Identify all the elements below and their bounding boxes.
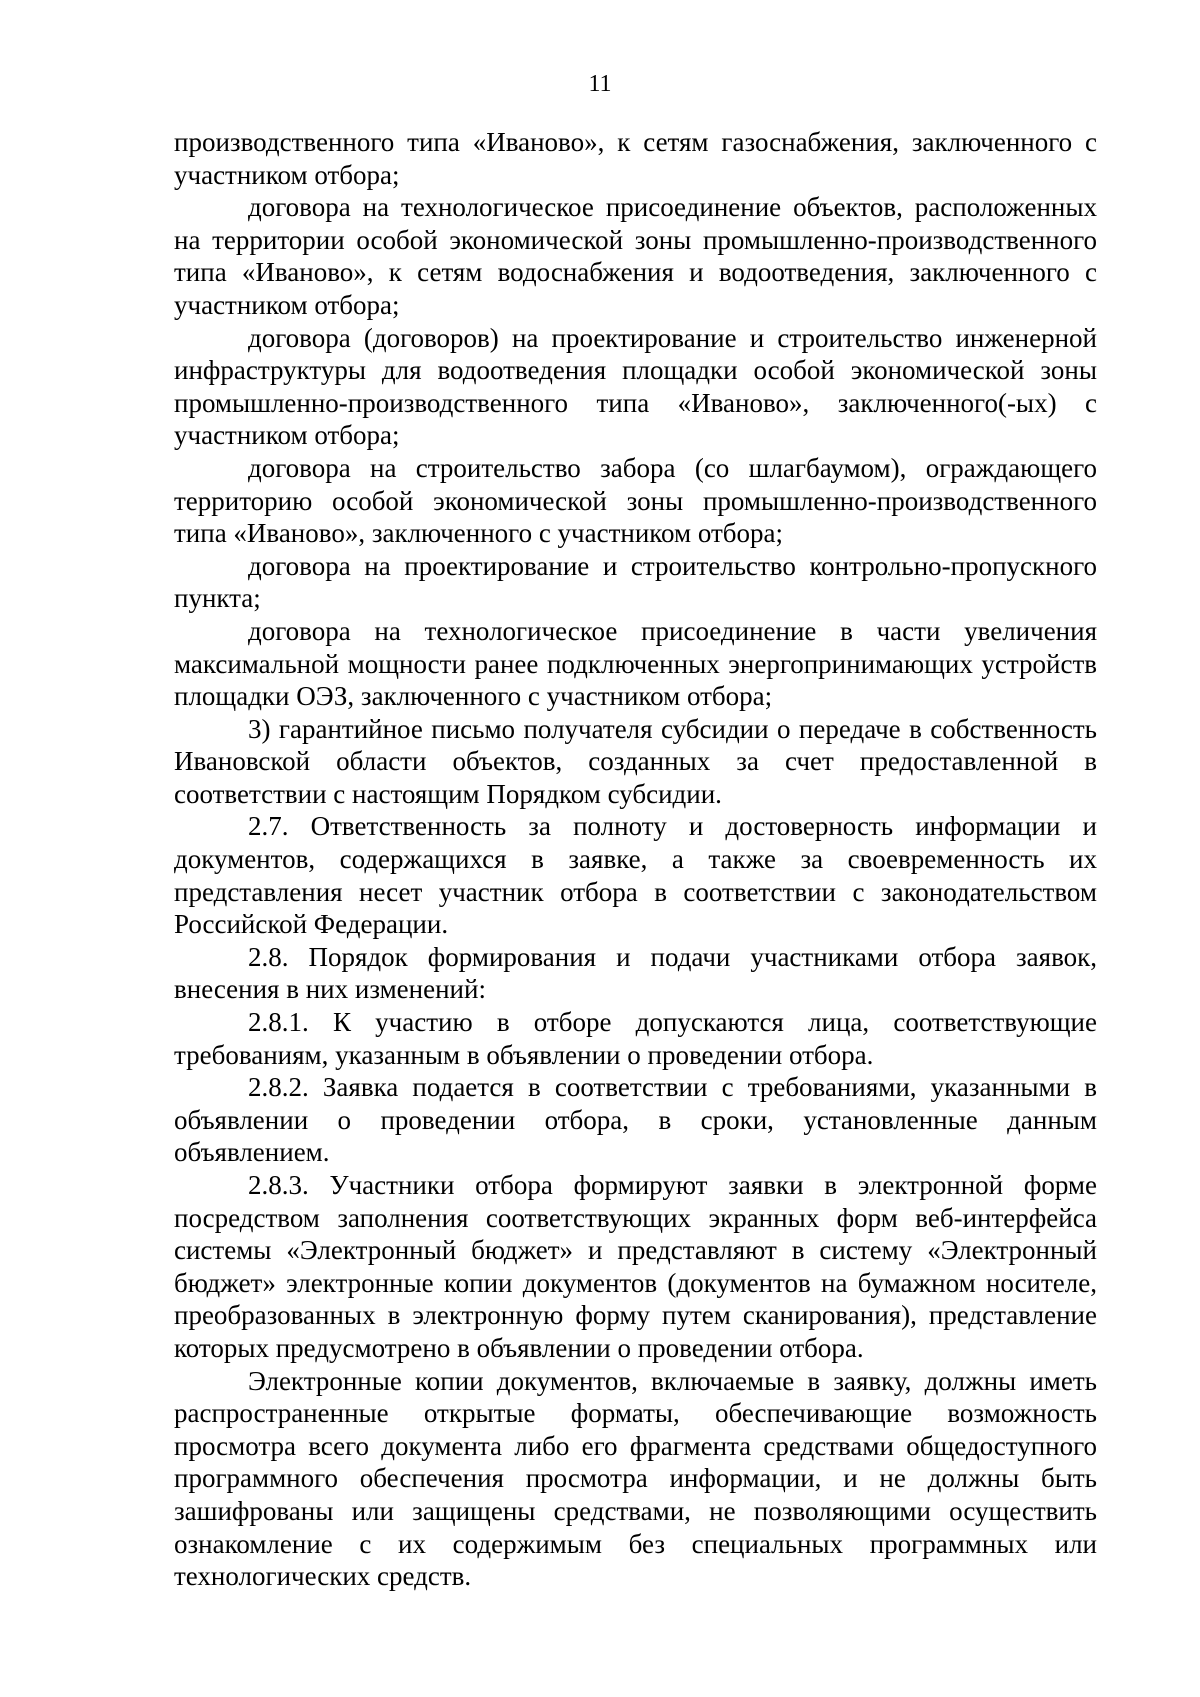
paragraph: 2.7. Ответственность за полноту и достоверность информации и документов, содержащихся в заявке, а также за своевременность их представления несет участник отбора в соответствии с законодательством Российской Федерации. [174,811,1097,940]
paragraph: 3) гарантийное письмо получателя субсидии о передаче в собственность Ивановской области объектов, созданных за счет предоставленной в соответствии с настоящим Порядком субсидии. [174,713,1097,809]
paragraph: договора на технологическое присоединение в части увеличения максимальной мощности ранее подключенных энергопринимающих устройств площадки ОЭЗ, заключенного с участником отбора; [174,615,1097,712]
page-number: 11 [588,71,612,97]
paragraph: договора на строительство забора (со шлагбаумом), ограждающего территорию особой экономической зоны промышленно-производственного типа «Иваново», заключенного с участником отбора; [174,452,1097,549]
document-body [174,126,1097,1593]
paragraph: 2.8.1. К участию в отборе допускаются лица, соответствующие требованиям, указанным в объявлении о проведении отбора. [174,1007,1097,1070]
paragraph: договора на проектирование и строительство контрольно-пропускного пункта; [174,550,1097,614]
paragraph: Электронные копии документов, включаемые в заявку, должны иметь распространенные открытые форматы, обеспечивающие возможность просмотра всего документа либо его фрагмента средствами общедоступного программного обеспечения просмотра информации, и не должны быть зашифрованы или защищены средствами, не позволяющими осуществить ознакомление с их содержимым без специальных программных или технологических средств. [174,1365,1097,1592]
paragraph: договора (договоров) на проектирование и строительство инженерной инфраструктуры для водоотведения площадки особой экономической зоны промышленно-производственного типа «Иваново», заключенного(-ых) с участником отбора; [174,322,1097,451]
paragraph: 2.8. Порядок формирования и подачи участниками отбора заявок, внесения в них изменений: [174,941,1097,1005]
paragraph: производственного типа «Иваново», к сетям газоснабжения, заключенного с участником отбора; [174,127,1097,190]
paragraph: 2.8.3. Участники отбора формируют заявки в электронной форме посредством заполнения соответствующих экранных форм веб-интерфейса системы «Электронный бюджет» и представляют в систему «Электронный бюджет» электронные копии документов (документов на бумажном носителе, преобразованных в электронную форму путем сканирования), представление которых предусмотрено в объявлении о проведении отбора. [174,1170,1097,1363]
paragraph: договора на технологическое присоединение объектов, расположенных на территории особой экономической зоны промышленно-производственного типа «Иваново», к сетям водоснабжения и водоотведения, заключенного с участником отбора; [174,192,1097,320]
paragraph: 2.8.2. Заявка подается в соответствии с требованиями, указанными в объявлении о проведении отбора, в сроки, установленные данным объявлением. [174,1072,1097,1168]
